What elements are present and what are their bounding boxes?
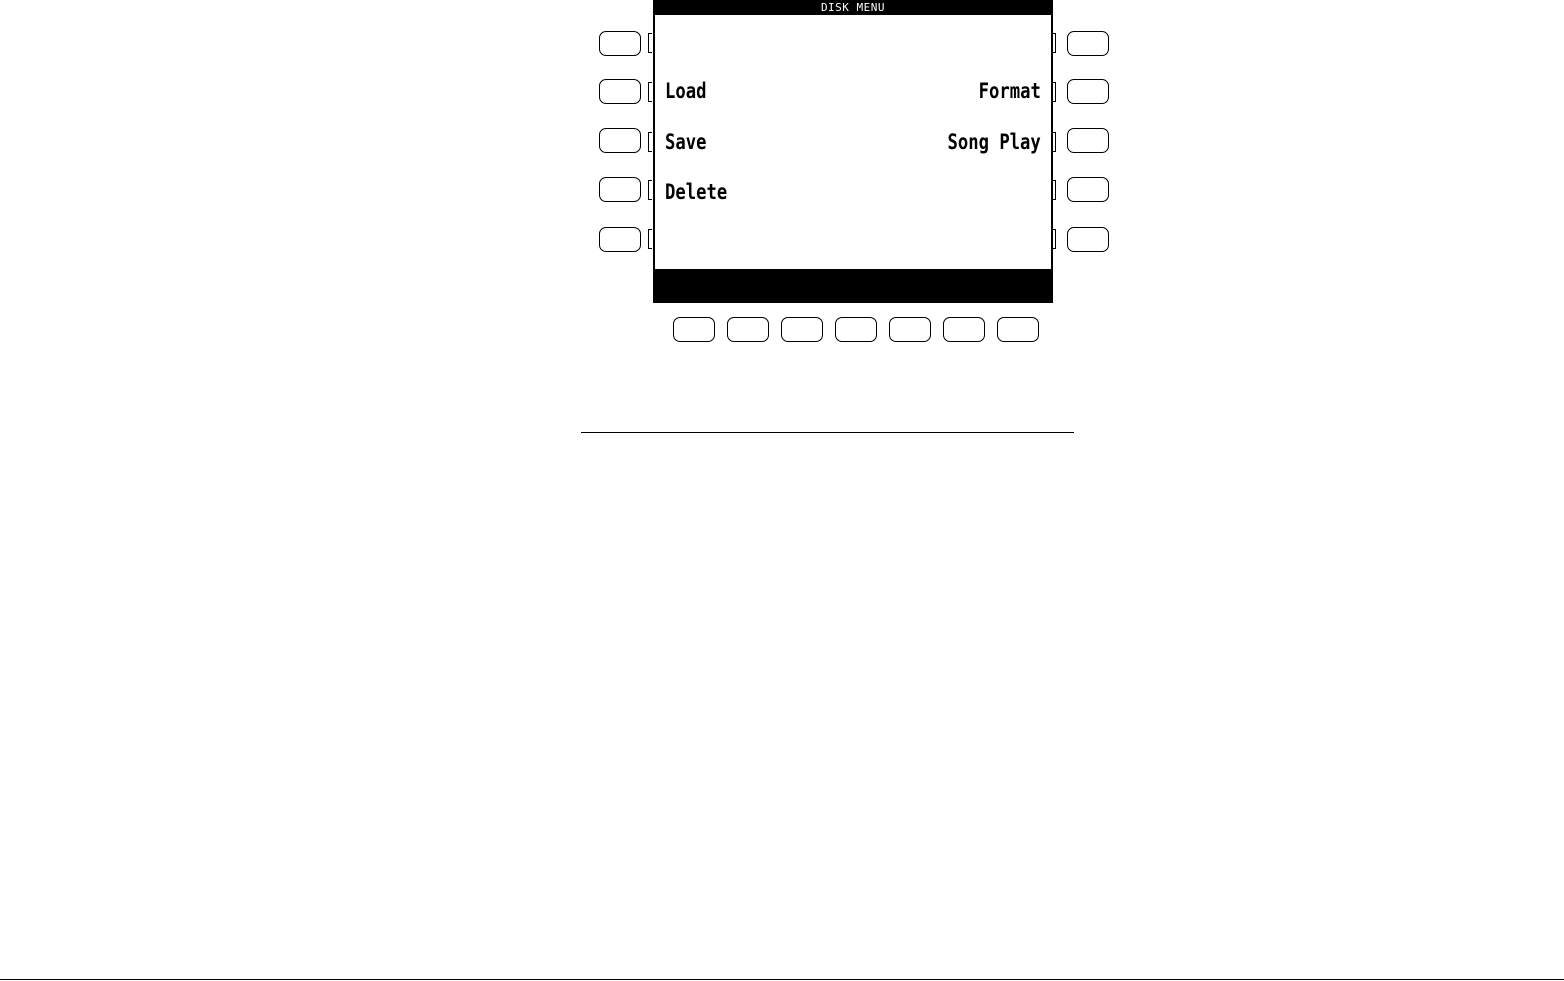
right-side-button-2[interactable] (1067, 79, 1109, 104)
screen-bottom-bar (655, 269, 1051, 301)
left-side-button-5[interactable] (599, 227, 641, 252)
bracket-tick (648, 180, 652, 200)
left-side-button-2[interactable] (599, 79, 641, 104)
menu-item-delete[interactable]: Delete (665, 180, 728, 204)
menu-item-format[interactable]: Format (978, 79, 1041, 103)
left-side-button-4[interactable] (599, 177, 641, 202)
right-side-button-5[interactable] (1067, 227, 1109, 252)
bracket-tick (1052, 33, 1056, 53)
bracket-tick (1052, 180, 1056, 200)
right-side-button-4[interactable] (1067, 177, 1109, 202)
left-side-button-3[interactable] (599, 128, 641, 153)
lcd-screen (653, 0, 1053, 303)
menu-item-save[interactable]: Save (665, 130, 707, 154)
bottom-button-7[interactable] (997, 317, 1039, 342)
menu-item-load[interactable]: Load (665, 79, 707, 103)
left-side-button-1[interactable] (599, 31, 641, 56)
screen-title: DISK MENU (655, 0, 1051, 15)
bracket-tick (648, 229, 652, 249)
menu-item-song-play[interactable]: Song Play (947, 130, 1041, 154)
right-side-button-3[interactable] (1067, 128, 1109, 153)
bottom-button-2[interactable] (727, 317, 769, 342)
divider-rule (581, 432, 1074, 433)
bracket-tick (648, 132, 652, 152)
bottom-button-3[interactable] (781, 317, 823, 342)
bottom-button-1[interactable] (673, 317, 715, 342)
bottom-button-5[interactable] (889, 317, 931, 342)
bracket-tick (1052, 229, 1056, 249)
bottom-button-4[interactable] (835, 317, 877, 342)
right-side-button-1[interactable] (1067, 31, 1109, 56)
bracket-tick (1052, 82, 1056, 102)
bottom-button-6[interactable] (943, 317, 985, 342)
bracket-tick (648, 33, 652, 53)
bracket-tick (1052, 132, 1056, 152)
page-bottom-rule (0, 979, 1564, 980)
bracket-tick (648, 82, 652, 102)
